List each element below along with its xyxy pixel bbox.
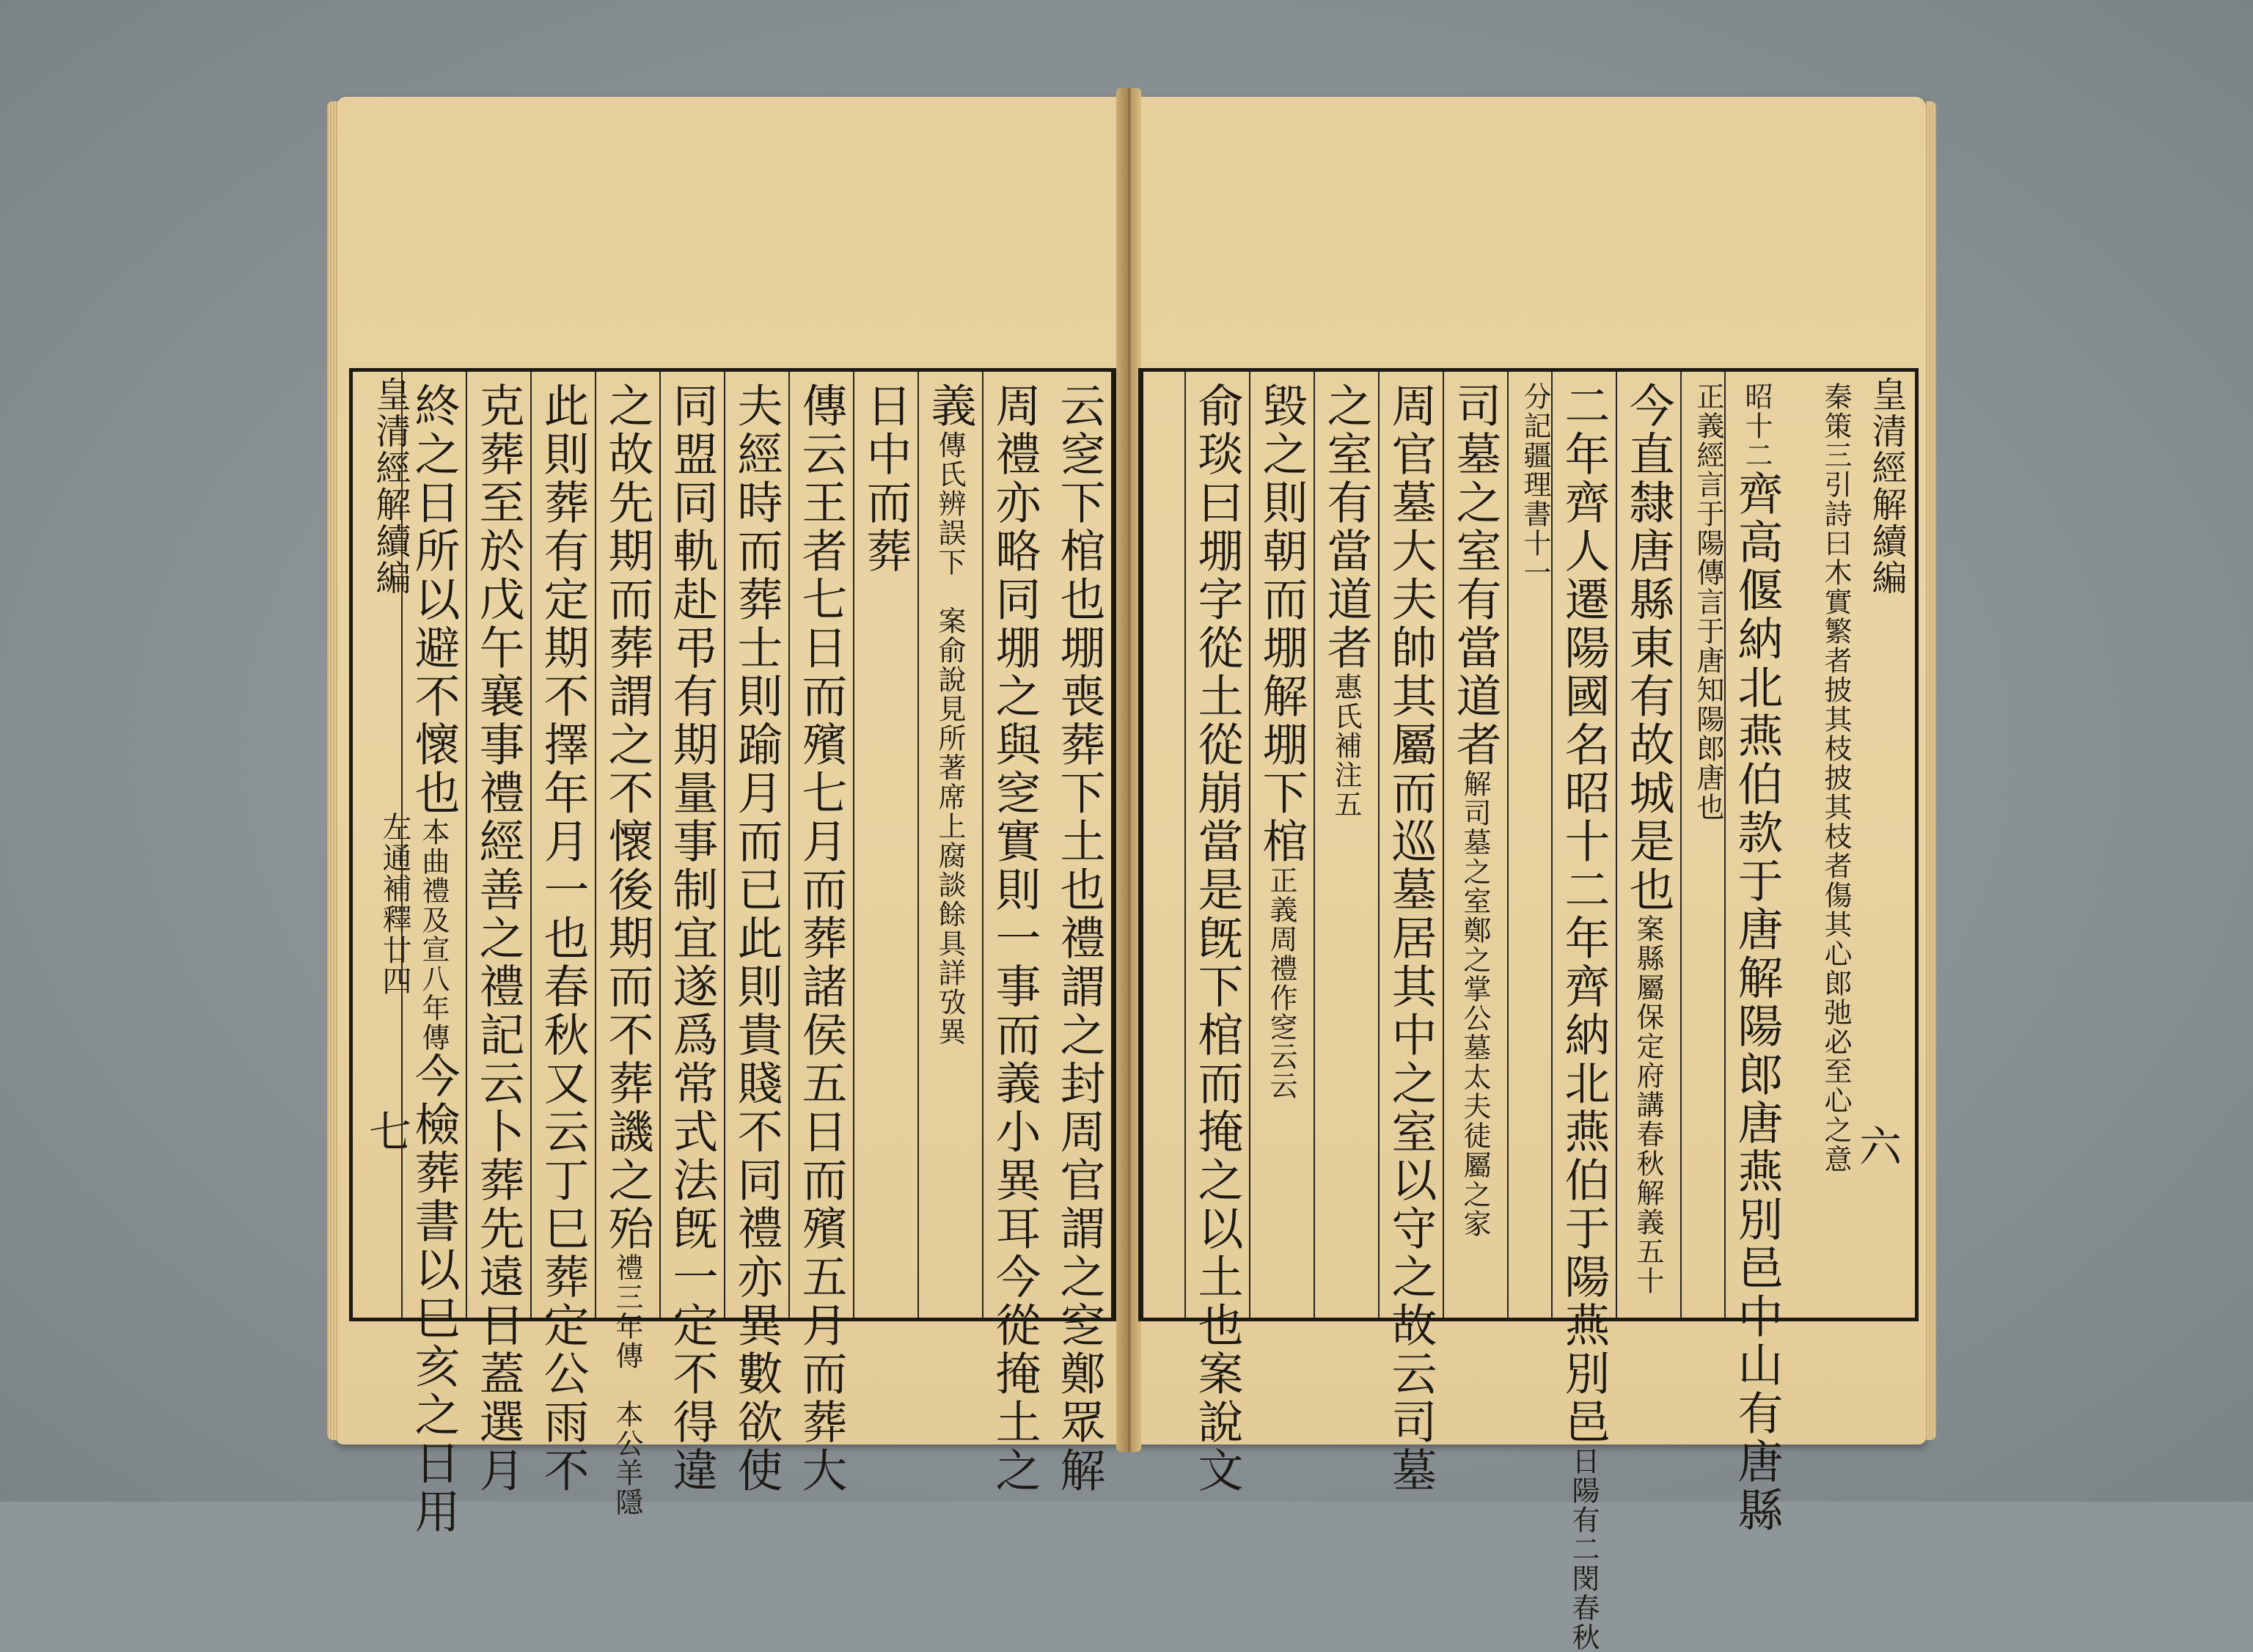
right-col-9-note: 正義周禮作窆云云 xyxy=(1265,866,1297,1101)
spine-title: 皇清經解續編 xyxy=(370,376,411,596)
right-col-6 xyxy=(1443,372,1507,1318)
left-col-10: 克葬至於戊午襄事禮經善之禮記云卜葬先遠日蓋選月 xyxy=(466,372,530,1318)
right-col-4-text: 二年齊人遷陽國名昭十二年齊納北燕伯于陽燕別邑 xyxy=(1557,382,1611,1447)
right-col-9 xyxy=(1249,372,1314,1318)
right-col-4 xyxy=(1551,372,1616,1652)
left-folio: 七 xyxy=(369,1107,412,1157)
left-col-11 xyxy=(401,372,466,1536)
right-col-8 xyxy=(1314,372,1378,1318)
right-col-4-note: 日陽有二閔春秋 xyxy=(1567,1447,1600,1652)
right-col-1-note: 昭十二 xyxy=(1740,382,1773,470)
left-col-8 xyxy=(595,372,659,1517)
left-col-8-note: 禮三年傳 本公羊隱 xyxy=(611,1253,643,1517)
right-col-10: 俞琰曰堋字從土從崩當是旣下棺而掩之以土也案說文 xyxy=(1184,372,1249,1318)
right-col-5: 分記疆理書十一 xyxy=(1507,372,1551,1318)
left-col-9: 此則葬有定期不擇年月一也春秋又云丁巳葬定公雨不 xyxy=(530,372,595,1318)
left-col-6: 夫經時而葬士則踰月而已此則貴賤不同禮亦異數欲使 xyxy=(724,372,788,1318)
left-col-5: 傳云王者七日而殯七月而葬諸侯五日而殯五月而葬大 xyxy=(788,372,853,1318)
right-col-7: 周官墓大夫帥其屬而巡墓居其中之室以守之故云司墓 xyxy=(1378,372,1443,1318)
book-gutter xyxy=(1116,88,1141,1452)
right-folio: 六 xyxy=(1858,1122,1902,1172)
left-col-3 xyxy=(917,372,982,1318)
right-col-3-note: 案縣屬保定府講春秋解義五十 xyxy=(1632,914,1664,1296)
right-col-1-text: 齊高偃納北燕伯款于唐解陽郎唐燕別邑中山有唐縣 xyxy=(1730,470,1784,1535)
right-col-6-note: 解司墓之室鄭之掌公墓太夫徒屬之家 xyxy=(1459,769,1491,1238)
right-col-1 xyxy=(1724,372,1789,1535)
right-col-8-note: 惠氏補注五 xyxy=(1330,672,1362,819)
right-col-6-text: 司墓之室有當道者 xyxy=(1448,382,1502,769)
left-col-11-text: 終之日所以避不懷也 xyxy=(407,382,461,818)
left-col-2: 周禮亦略同堋之與窆實則一事而義小異耳今從掩土之 xyxy=(982,372,1047,1318)
left-col-1: 云窆下棺也堋喪葬下土也禮謂之封周官謂之窆鄭眾解 xyxy=(1052,382,1106,1495)
left-col-4: 日中而葬 xyxy=(853,372,917,1318)
spine-section: 左通補釋廿四 xyxy=(378,812,411,996)
left-col-8-text: 之故先期而葬謂之不懷後期而不葬譏之殆 xyxy=(601,382,654,1253)
right-col-9-text: 毀之則朝而堋解堋下棺 xyxy=(1255,382,1308,866)
left-col-3-text: 義 xyxy=(923,382,977,430)
left-col-11-tail: 今檢葬書以巳亥之日用 xyxy=(407,1052,461,1536)
right-col-3-text: 今直隸唐縣東有故城是也 xyxy=(1622,382,1675,914)
left-text-block xyxy=(349,368,1116,1536)
left-col-11-note: 本曲禮及宣八年傳 xyxy=(417,818,450,1052)
spine-title: 皇清經解續編 xyxy=(1866,376,1907,596)
right-spine-title xyxy=(1855,376,1912,1318)
right-col-2: 正義經言于陽傳言于唐知陽郎唐也 xyxy=(1680,372,1724,1318)
right-col-small-1: 秦策三引詩曰木實繁者披其枝披其枝者傷其心郎弛必至心之意 xyxy=(1820,382,1852,1174)
right-col-8-text: 之室有當道者 xyxy=(1319,382,1373,672)
right-text-block xyxy=(1138,368,1919,1652)
right-col-3 xyxy=(1616,372,1680,1318)
left-col-3-note: 傳氏辨誤下 案俞說見所著席上腐談餘具詳攷異 xyxy=(934,430,966,1046)
left-col-7: 同盟同軌赴弔有期量事制宜遂爲常式法旣一定不得違 xyxy=(659,372,724,1318)
